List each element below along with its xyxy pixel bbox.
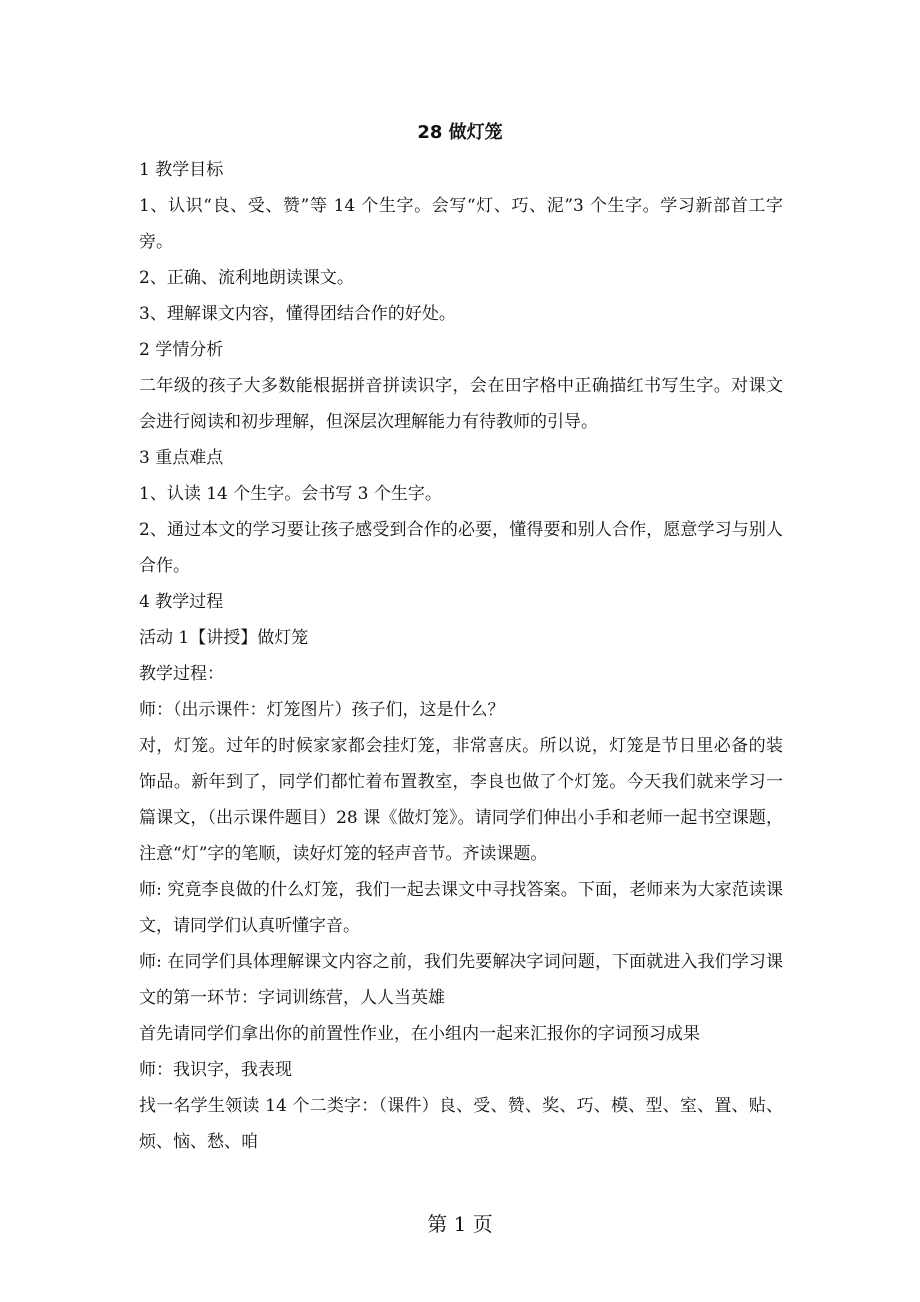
section-heading: 3 重点难点 bbox=[139, 448, 224, 468]
paragraph: 3、理解课文内容，懂得团结合作的好处。 bbox=[139, 304, 456, 324]
section-heading: 4 教学过程 bbox=[139, 592, 224, 612]
paragraph: 2、正确、流利地朗读课文。 bbox=[139, 268, 354, 288]
paragraph: 师: 究竟李良做的什么灯笼，我们一起去课文中寻找答案。下面，老师来为大家范读课文，请同学们认真听懂字音。 bbox=[139, 880, 783, 936]
paragraph: 首先请同学们拿出你的前置性作业，在小组内一起来汇报你的字词预习成果 bbox=[139, 1024, 700, 1044]
paragraph: 对，灯笼。过年的时候家家都会挂灯笼，非常喜庆。所以说，灯笼是节日里必备的装饰品。新年到了，同学们都忙着布置教室，李良也做了个灯笼。今天我们就来学习一篇课文，（出示课件题目）28 课《做灯笼》。请同学们伸出小手和老师一起书空课题，注意“灯”字的笔顺，读好灯笼的轻声音节。齐读课题。 bbox=[139, 736, 783, 864]
paragraph: 二年级的孩子大多数能根据拼音拼读识字，会在田字格中正确描红书写生字。对课文会进行阅读和初步理解，但深层次理解能力有待教师的引导。 bbox=[139, 376, 783, 432]
section-heading: 2 学情分析 bbox=[139, 340, 224, 360]
document-body bbox=[139, 152, 783, 1160]
paragraph: 1、认读 14 个生字。会书写 3 个生字。 bbox=[139, 484, 442, 504]
paragraph: 师：我识字，我表现 bbox=[139, 1060, 292, 1080]
section-heading: 1 教学目标 bbox=[139, 160, 224, 180]
paragraph: 师：（出示课件：灯笼图片）孩子们，这是什么？ bbox=[139, 700, 505, 720]
paragraph: 1、认识“良、受、赞”等 14 个生字。会写“灯、巧、泥”3 个生字。学习新部首工字旁。 bbox=[139, 196, 783, 252]
page-number: 第 1 页 bbox=[427, 1212, 493, 1236]
paragraph: 2、通过本文的学习要让孩子感受到合作的必要，懂得要和别人合作，愿意学习与别人合作。 bbox=[139, 520, 783, 576]
paragraph: 教学过程： bbox=[139, 664, 224, 684]
document-title: 28 做灯笼 bbox=[417, 122, 503, 143]
paragraph: 活动 1【讲授】做灯笼 bbox=[139, 628, 309, 648]
paragraph: 找一名学生领读 14 个二类字：（课件）良、受、赞、奖、巧、模、型、室、置、贴、烦、恼、愁、咱 bbox=[139, 1096, 783, 1152]
paragraph: 师: 在同学们具体理解课文内容之前，我们先要解决字词问题，下面就进入我们学习课文的第一环节：字词训练营，人人当英雄 bbox=[139, 952, 783, 1008]
